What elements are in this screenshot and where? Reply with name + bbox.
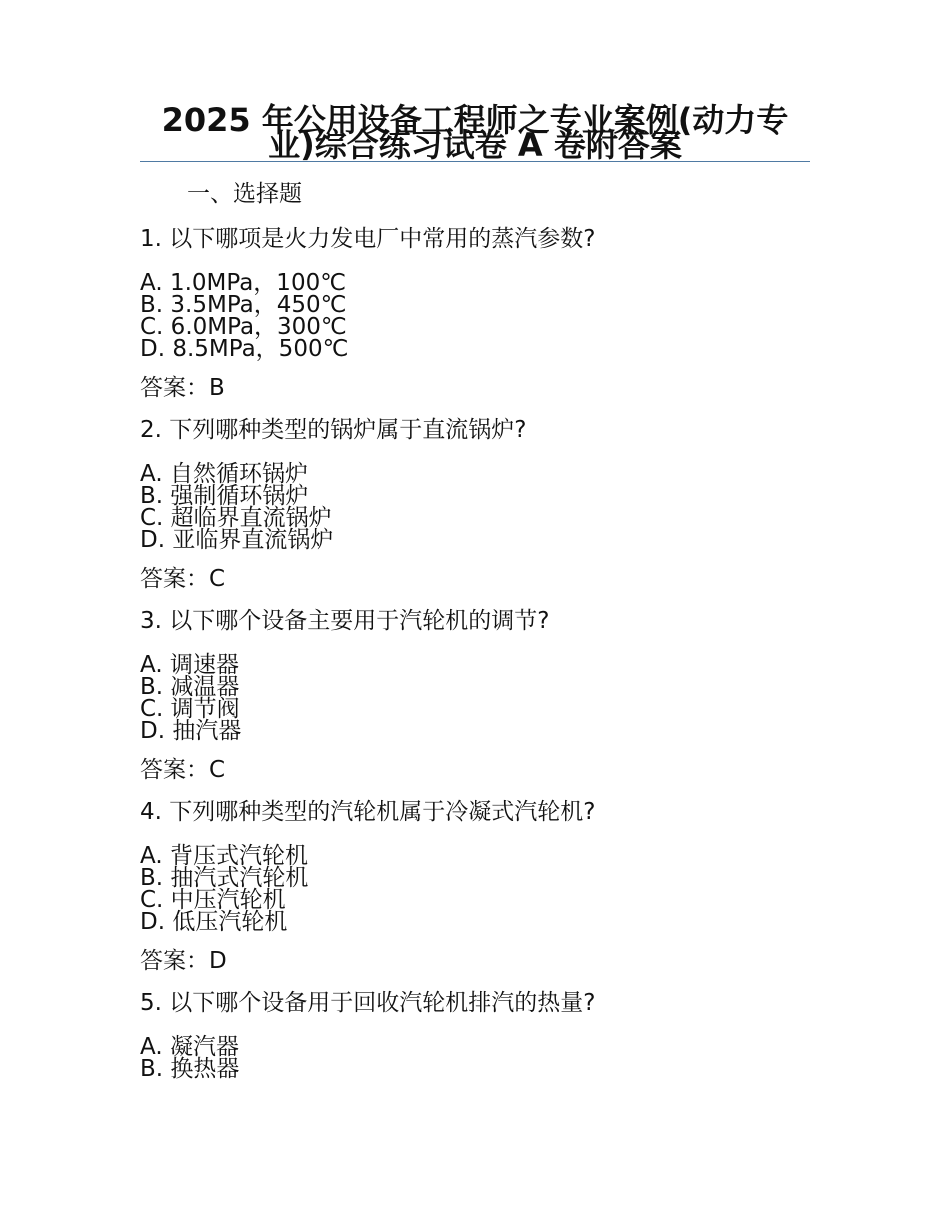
title-underline (140, 161, 810, 162)
answer-text: 答案：B (140, 375, 225, 401)
option-a: A. 自然循环锅炉 (140, 461, 308, 487)
option-a: A. 1.0MPa，100℃ (140, 270, 347, 296)
option-c: C. 中压汽轮机 (140, 887, 286, 913)
question-3 (140, 606, 820, 785)
option-d: D. 亚临界直流锅炉 (140, 527, 334, 553)
section-heading: 一、选择题 (187, 181, 302, 207)
option-d: D. 低压汽轮机 (140, 909, 288, 935)
question-5 (140, 988, 820, 1080)
option-c: C. 6.0MPa，300℃ (140, 314, 347, 340)
question-stem: 1. 以下哪项是火力发电厂中常用的蒸汽参数? (140, 226, 596, 252)
answer-text: 答案：D (140, 948, 227, 974)
question-1 (140, 224, 820, 403)
question-list (140, 224, 820, 1093)
option-a: A. 背压式汽轮机 (140, 843, 308, 869)
option-list (140, 845, 820, 933)
document-title: 2025 年公用设备工程师之专业案例(动力专业)综合练习试卷 A 卷附答案 (161, 101, 789, 164)
option-list (140, 272, 820, 360)
option-b: B. 减温器 (140, 674, 240, 700)
option-d: D. 8.5MPa，500℃ (140, 336, 349, 362)
answer-text: 答案：C (140, 566, 226, 592)
option-b: B. 换热器 (140, 1056, 240, 1082)
option-c: C. 超临界直流锅炉 (140, 505, 332, 531)
option-list (140, 463, 820, 551)
option-a: A. 凝汽器 (140, 1034, 239, 1060)
option-c: C. 调节阀 (140, 696, 240, 722)
option-b: B. 抽汽式汽轮机 (140, 865, 309, 891)
option-b: B. 3.5MPa，450℃ (140, 292, 347, 318)
question-4 (140, 797, 820, 976)
option-a: A. 调速器 (140, 652, 239, 678)
option-b: B. 强制循环锅炉 (140, 483, 309, 509)
option-d: D. 抽汽器 (140, 718, 242, 744)
option-list (140, 1036, 820, 1080)
question-stem: 2. 下列哪种类型的锅炉属于直流锅炉? (140, 417, 527, 443)
answer-text: 答案：C (140, 757, 226, 783)
question-stem: 4. 下列哪种类型的汽轮机属于冷凝式汽轮机? (140, 799, 596, 825)
option-list (140, 654, 820, 742)
question-stem: 3. 以下哪个设备主要用于汽轮机的调节? (140, 608, 550, 634)
question-2 (140, 415, 820, 594)
question-stem: 5. 以下哪个设备用于回收汽轮机排汽的热量? (140, 990, 596, 1016)
